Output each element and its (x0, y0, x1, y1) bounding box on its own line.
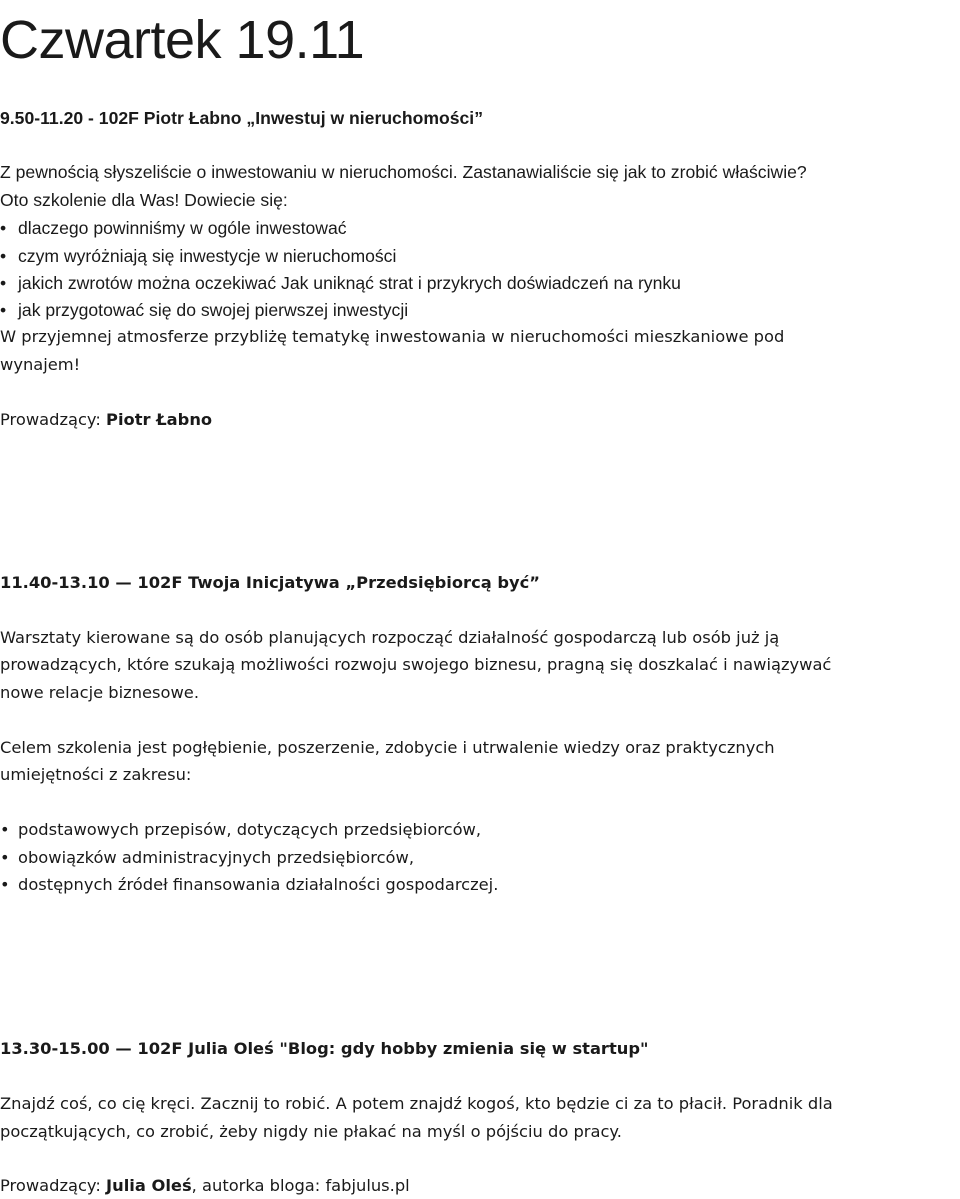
session-2-heading: 11.40-13.10 — 102F Twoja Inicjatywa „Przedsiębiorcą być” (0, 573, 540, 592)
bullet-icon: • (0, 246, 7, 266)
session-2-para-1-line-3: nowe relacje biznesowe. (0, 683, 199, 702)
host-name: Piotr Łabno (106, 410, 213, 429)
bullet-icon: • (0, 820, 10, 839)
session-1-host (0, 406, 212, 433)
bullet-icon: • (0, 273, 7, 293)
session-1-intro-line-2: Oto szkolenie dla Was! Dowiecie się: (0, 190, 288, 210)
list-item: • dlaczego powinniśmy w ogóle inwestować (0, 215, 347, 242)
bullet-icon: • (0, 848, 10, 867)
session-1-closing-line-2: wynajem! (0, 355, 81, 374)
list-item: • jakich zwrotów można oczekiwać Jak uniknąć strat i przykrych doświadczeń na rynku (0, 270, 681, 297)
bullet-icon: • (0, 875, 10, 894)
list-item: • podstawowych przepisów, dotyczących przedsiębiorców, (0, 816, 481, 843)
session-2-para-1-line-1: Warsztaty kierowane są do osób planujących rozpocząć działalność gospodarczą lub osób już ją (0, 628, 780, 647)
bullet-icon: • (0, 300, 7, 320)
session-1-closing-line-1: W przyjemnej atmosferze przybliżę tematykę inwestowania w nieruchomości mieszkaniowe pod (0, 327, 785, 346)
session-3-host (0, 1172, 410, 1199)
host-label: Prowadzący: (0, 410, 107, 429)
host-label: Prowadzący: (0, 1176, 107, 1195)
session-1-intro-line-1: Z pewnością słyszeliście o inwestowaniu w nieruchomości. Zastanawialiście się jak to zrobić właściwie? (0, 162, 807, 182)
host-name: Julia Oleś (106, 1176, 192, 1195)
list-item: • jak przygotować się do swojej pierwszej inwestycji (0, 297, 408, 324)
session-2-para-2-line-2: umiejętności z zakresu: (0, 765, 192, 784)
session-2-para-1-line-2: prowadzących, które szukają możliwości rozwoju swojego biznesu, pragną się doszkalać i nawiązywać (0, 655, 832, 674)
session-2-para-2-line-1: Celem szkolenia jest pogłębienie, poszerzenie, zdobycie i utrwalenie wiedzy oraz praktycznych (0, 738, 775, 757)
page-title: Czwartek 19.11 (0, 10, 365, 70)
session-3-para-line-2: początkujących, co zrobić, żeby nigdy nie płakać na myśl o pójściu do pracy. (0, 1122, 622, 1141)
list-item: • obowiązków administracyjnych przedsiębiorców, (0, 844, 414, 871)
session-3-para-line-1: Znajdź coś, co cię kręci. Zacznij to robić. A potem znajdź kogoś, kto będzie ci za to płacił. Poradnik dla (0, 1094, 833, 1113)
session-1-heading: 9.50-11.20 - 102F Piotr Łabno „Inwestuj w nieruchomości” (0, 108, 483, 128)
list-item: • dostępnych źródeł finansowania działalności gospodarczej. (0, 871, 498, 898)
bullet-icon: • (0, 218, 7, 238)
session-3-heading: 13.30-15.00 — 102F Julia Oleś "Blog: gdy hobby zmienia się w startup" (0, 1039, 649, 1058)
host-suffix: , autorka bloga: fabjulus.pl (191, 1176, 410, 1195)
list-item: • czym wyróżniają się inwestycje w nieruchomości (0, 243, 396, 270)
